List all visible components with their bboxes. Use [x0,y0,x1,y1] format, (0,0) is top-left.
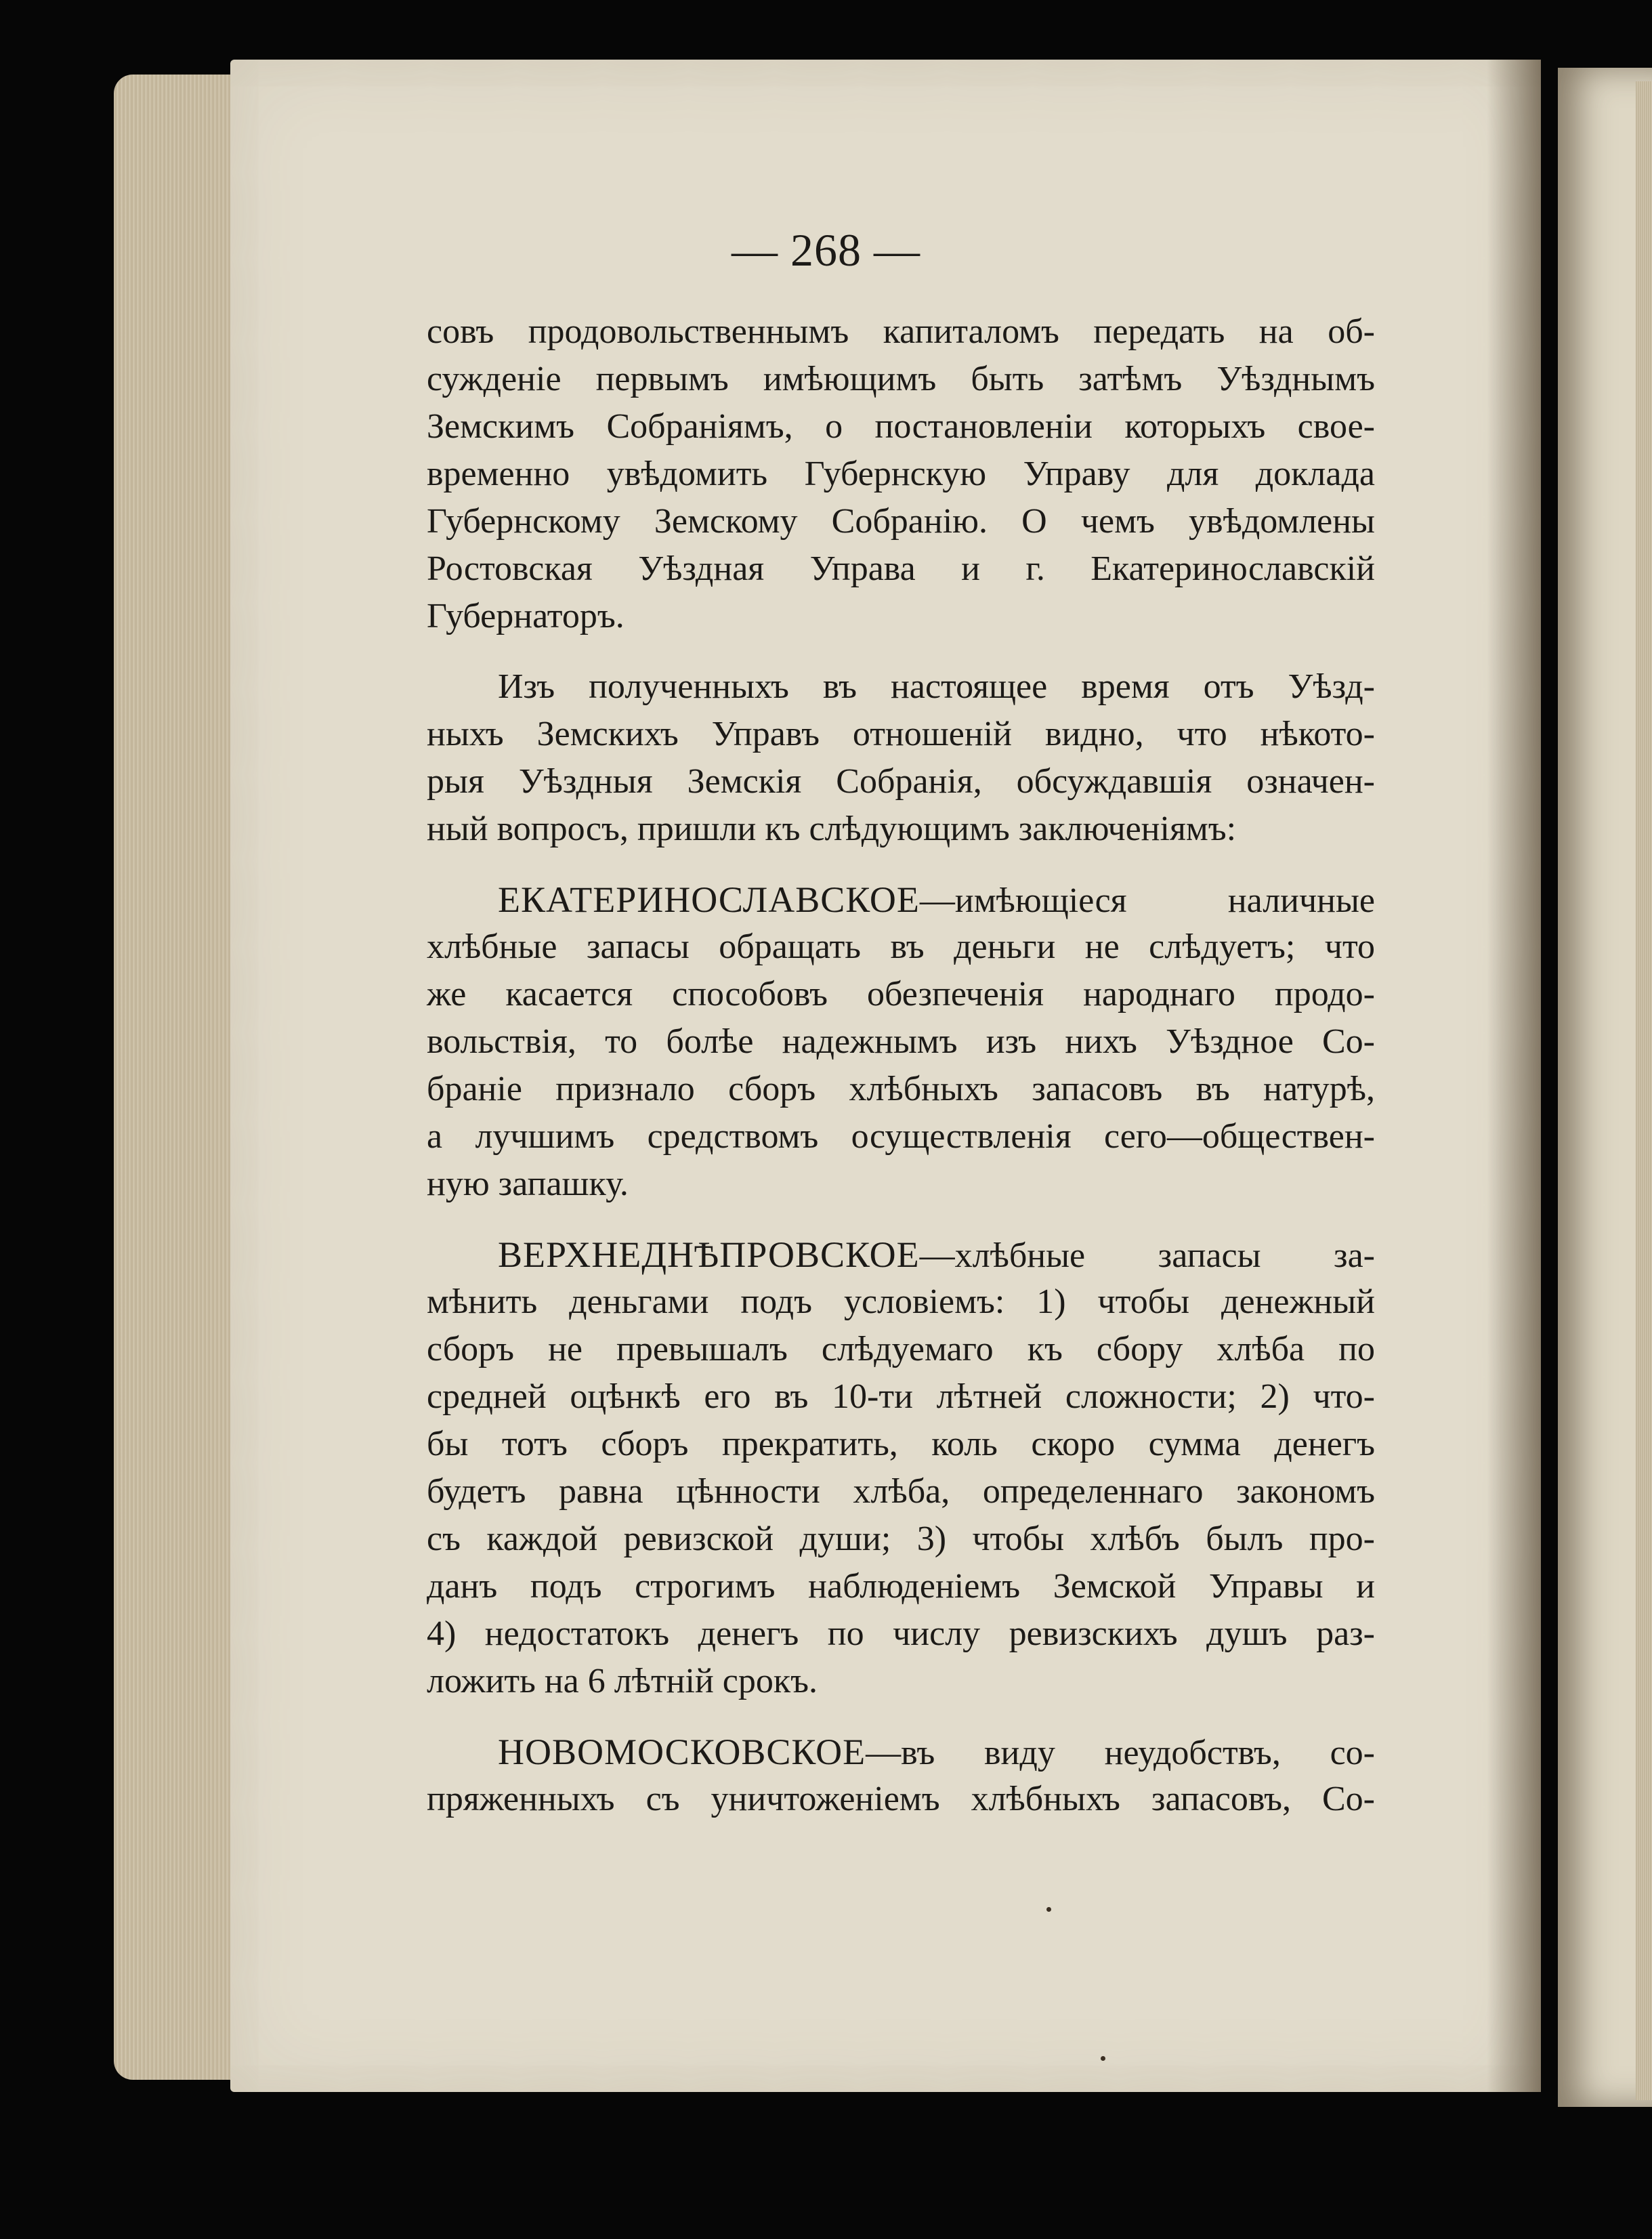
text-line: 4) недостатокъ денегъ по числу ревизскихъ душъ раз- [427,1614,1375,1653]
facing-page-edge [1636,81,1652,2100]
paper-speck [1046,1907,1051,1912]
page-gutter-shadow [1487,60,1541,2092]
paragraph [427,663,1375,853]
text-line: временно увѣдомить Губернскую Управу для доклада [427,455,1375,493]
text-line: данъ подъ строгимъ наблюденіемъ Земской Управы и [427,1567,1375,1606]
text-line: вольствія, то болѣе надежнымъ изъ нихъ Уѣздное Со- [427,1022,1375,1061]
text-line: пряженныхъ съ уничтоженіемъ хлѣбныхъ запасовъ, Со- [427,1780,1375,1818]
district-heading: ЕКАТЕРИНОСЛАВСКОЕ [498,879,920,920]
text-line [427,1728,1375,1776]
text-line: мѣнить деньгами подъ условіемъ: 1) чтобы денежный [427,1282,1375,1321]
text-line: съ каждой ревизской души; 3) чтобы хлѣбъ былъ про- [427,1520,1375,1558]
paragraph [427,308,1375,640]
text-fragment: —въ виду неудобствъ, со- [866,1734,1375,1772]
text-line: сужденіе первымъ имѣющимъ быть затѣмъ Уѣзднымъ [427,360,1375,398]
text-line: ложить на 6 лѣтній срокъ. [427,1662,818,1700]
book-page-edges [114,75,249,2080]
text-line: Ростовская Уѣздная Управа и г. Екатеринославскій [427,549,1375,588]
text-line: же касается способовъ обезпеченія народнаго продо- [427,975,1375,1013]
paragraph [427,876,1375,1208]
text-line: Губернскому Земскому Собранію. О чемъ увѣдомлены [427,502,1375,541]
text-line: будетъ равна цѣнности хлѣба, определеннаго закономъ [427,1472,1375,1511]
text-line [427,876,1375,923]
text-line: Изъ полученныхъ въ настоящее время отъ Уѣзд- [498,667,1375,706]
text-fragment: —хлѣбные запасы за- [919,1236,1375,1275]
text-line [427,1231,1375,1278]
text-line: Земскимъ Собраніямъ, о постановленіи которыхъ свое- [427,407,1375,446]
text-line: сборъ не превышалъ слѣдуемаго къ сбору хлѣба по [427,1330,1375,1368]
text-line: бы тотъ сборъ прекратить, коль скоро сумма денегъ [427,1425,1375,1463]
text-line: ную запашку. [427,1165,629,1203]
district-heading: ВЕРХНЕДНѢПРОВСКОЕ [498,1234,920,1275]
paragraph [427,1231,1375,1705]
page-text [427,308,1375,1823]
text-line: ныхъ Земскихъ Управъ отношеній видно, что нѣкото- [427,715,1375,753]
text-line: хлѣбные запасы обращать въ деньги не слѣдуетъ; что [427,927,1375,966]
text-line: а лучшимъ средствомъ осуществленія сего—обществен- [427,1117,1375,1156]
text-line: рыя Уѣздныя Земскія Собранія, обсуждавшія означен- [427,762,1375,801]
text-line: Губернаторъ. [427,597,624,635]
text-line: ный вопросъ, пришли къ слѣдующимъ заключеніямъ: [427,810,1237,848]
text-line: средней оцѣнкѣ его въ 10-ти лѣтней сложности; 2) что- [427,1377,1375,1416]
district-heading: НОВОМОСКОВСКОЕ [498,1732,866,1772]
paragraph [427,1728,1375,1823]
paper-speck [1101,2056,1105,2061]
page-number: — 268 — [732,224,920,276]
text-fragment: —имѣющіеся наличные [919,881,1375,920]
text-line: браніе признало сборъ хлѣбныхъ запасовъ въ натурѣ, [427,1070,1375,1108]
text-line: совъ продовольственнымъ капиталомъ передать на об- [427,312,1375,351]
